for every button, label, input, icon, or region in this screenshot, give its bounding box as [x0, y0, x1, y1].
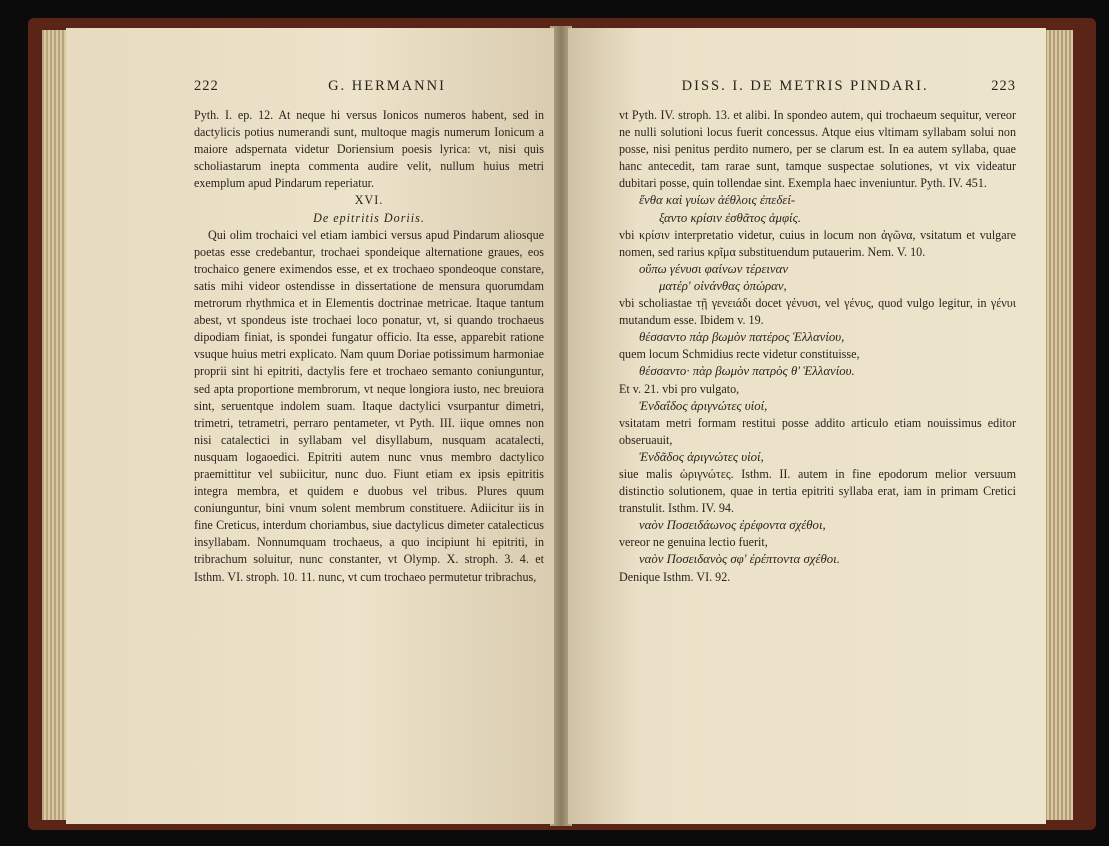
greek-verse-line: ἔνθα καὶ γυίων ἀέθλοις ἐπεδεί-: [639, 193, 796, 208]
paragraph: Denique Isthm. VI. 92.: [619, 569, 731, 584]
paragraph: quem locum Schmidius recte videtur constituisse,: [619, 347, 860, 362]
greek-verse-line: ναὸν Ποσειδάωνος ἐρέφοντα σχέθοι,: [639, 518, 826, 533]
greek-verse-line: ματέρ' οἰνάνθας ὀπώραν,: [659, 278, 787, 293]
left-page-number: 222: [194, 78, 219, 94]
right-page: [568, 28, 1046, 824]
greek-verse-line: οὔπω γένυσι φαίνων τέρειναν: [639, 261, 789, 276]
right-body-text: [619, 107, 1016, 586]
paragraph: Pyth. I. ep. 12. At neque hi versus Ionicos numeros habent, sed in dactylicis potius numerandi sunt, multoque magis numerum Ionicum a maiore adspernata videtur Doriensium poesis lyrica: vt, nisi quis scholiastarum inepta commenta audire velit, nullum huius metri exemplum apud Pindarum reperiatur.: [194, 108, 544, 191]
greek-verse-line: θέσσαντο πὰρ βωμὸν πατέρος Ἑλλανίου,: [639, 330, 845, 345]
right-page-number: 223: [991, 78, 1016, 94]
paragraph: Et v. 21. vbi pro vulgato,: [619, 381, 740, 396]
paragraph: vt Pyth. IV. stroph. 13. et alibi. In spondeo autem, qui trochaeum sequitur, vereor ne nulli solutioni locus fuerit concessus. Atque eius vltimam syllabam solui non posse, nisi penitus perdito numero, per se clarum est. In ea autem syllaba, quae hanc antecedit, tam rarae sunt, tamque suspectae solutiones, vt vix videatur dubitari posse, quin tollendae sint. Exempla haec inveniuntur. Pyth. IV. 451.: [619, 108, 1016, 191]
left-running-title: G. HERMANNI: [328, 78, 446, 94]
greek-verse-line: θέσσαντο· πὰρ βωμὸν πατρὸς θ' Ἑλλανίου.: [639, 364, 855, 379]
paragraph: vbi scholiastae τῇ γενειάδι docet γένυσι, vel γένυς, quod vulgo legitur, in γένυι mutandum esse. Ibidem v. 19.: [619, 296, 1016, 328]
paragraph: vsitatam metri formam restitui posse addito articulo etiam nouissimus editor obseruauit,: [619, 415, 1016, 447]
left-page: [66, 28, 554, 824]
page-edges-right: [1043, 30, 1073, 820]
right-running-head: [619, 78, 1016, 95]
greek-verse-line: ξαντο κρίσιν ἐσθᾶτος ἀμφίς.: [659, 210, 801, 225]
left-running-head: [194, 78, 544, 95]
greek-verse-line: Ἐνδᾶδος ἀριγνώτες υἱοί,: [639, 449, 764, 464]
paragraph: vereor ne genuina lectio fuerit,: [619, 535, 768, 550]
paragraph: vbi κρίσιν interpretatio videtur, cuius in locum non ἀγῶνα, vsitatum et vulgare nomen, sed rarius κρῖμα substituendum putauerim. Nem. V. 10.: [619, 227, 1016, 259]
section-title: De epitritis Doriis.: [313, 210, 425, 225]
section-number: XVI.: [354, 193, 384, 208]
greek-verse-line: ναὸν Ποσειδανὸς σφ' ἐρέπτοντα σχέθοι.: [639, 552, 840, 567]
paragraph: Qui olim trochaici vel etiam iambici versus apud Pindarum aliosque poetas esse credebantur, trochaei spondeique alternatione graues, eos trochaico genere eximendos esse, et ex trochaeo spondeoque constare, satis mihi videor ostendisse in dissertatione de mensura quorumdam metrorum rhythmica et in Elementis doctrinae metricae. Itaque tantum abest, vt spondeus iste trochaei loco ponatur, vt, si quando trochaeus dipodiam finiat, is spondei fungatur officio. Ita esse, apparebit ratione vsuque huius metri explicato. Nam quum Doriae potissimum harmoniae proprii sint hi epitriti, dactylis fere et trochaeo semanto coniunguntur, sed apta proportione membrorum, vt neque longiora iusto, nec breuiora sint, seruentque indolem suam. Itaque dactylici vsurpantur dimetri, trimetri, tetrametri, perraro pentameter, vt Pyth. III. iique omnes non nisi catalectici in syllabam vel disyllabum, nusquam acatalecti, nusquam logaoedici. Epitriti autem nunc vnus membro dactylico praemittitur vel subiicitur, nunc duo. Fiunt etiam ex ipsis epitritis integra membra, et quidem e duobus vel tribus. Plures quum coniunguntur, bini vnum solent membrum constituere. Adiicitur iis in fine Creticus, interdum choriambus, siue dactylicus dimeter catalecticus insyllabam. Nonnumquam trochaeus, a quo incipiunt hi epitriti, in tribrachum soluitur, nunc constanter, vt Olymp. X. stroph. 3. 4. et Isthm. VI. stroph. 10. 11. nunc, vt cum trochaeo permutetur tribrachus,: [194, 227, 544, 584]
paragraph: siue malis ὠριγνώτες. Isthm. II. autem in fine epodorum melior versuum distinctio solutionem, quae in tertia epitriti syllaba erat, iam in primam Cretici transtulit. Isthm. IV. 94.: [619, 466, 1016, 516]
greek-verse-line: Ἐνδαΐδος ἀριγνώτες υἱοί,: [639, 398, 768, 413]
right-running-title: DISS. I. DE METRIS PINDARI.: [681, 78, 929, 94]
left-body-text: [194, 107, 544, 586]
page-edges-left: [42, 30, 68, 820]
